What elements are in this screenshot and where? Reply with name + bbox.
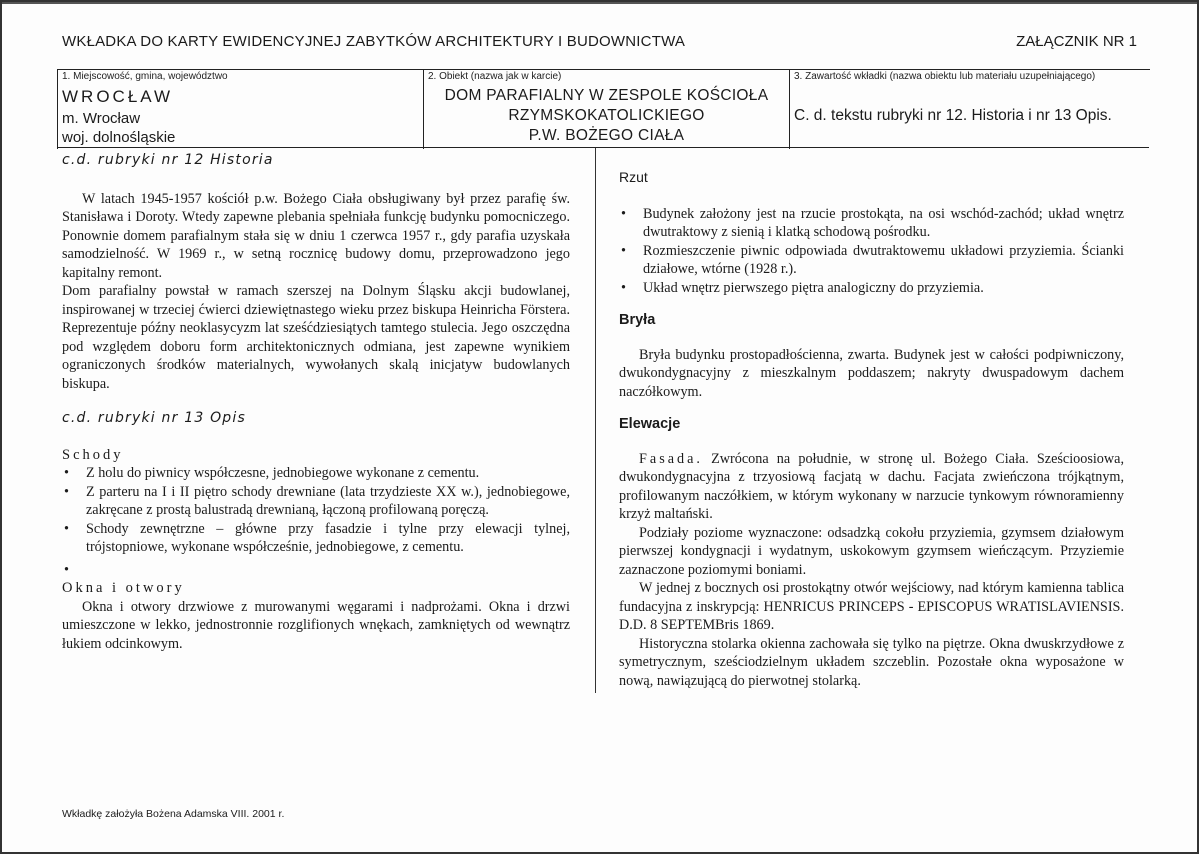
list-item: • Z parteru na I i II piętro schody drewniane (lata trzydzieste XX w.), jednobiegowe, zakręcane z prostą balustradą drewnianą, łączoną profilowaną poręczą. [64,483,570,518]
header-divider [57,147,1149,148]
column-divider [595,148,596,693]
bullet-icon: • [64,483,69,500]
elewacje-paragraph-4: Historyczna stolarka okienna zachowała się tylko na piętrze. Okna dwuskrzydłowe z symetrycznym, sześciodzielnym układem szczeblin. Pozostałe okna wyposażone w nową, nawiązującą do pierwotnej stolarką. [619,635,1124,689]
bryla-title: Bryła [619,312,656,328]
bullet-icon: • [621,242,626,259]
field-location-label: 1. Miejscowość, gmina, województwo [62,71,228,82]
list-item: • Z holu do piwnicy współczesne, jednobiegowe wykonane z cementu. [64,465,480,481]
heading-rubric-12: c.d. rubryki nr 12 Historia [62,152,274,168]
list-item [62,561,570,580]
bullet-icon: • [621,279,626,296]
footer-note: Wkładkę założyła Bożena Adamska VIII. 2001 r. [62,808,285,820]
top-edge-line [2,2,1197,4]
bullet-icon: • [64,561,69,578]
history-paragraph-2: Dom parafialny powstał w ramach szerszej na Dolnym Śląsku akcji budowlanej, inspirowanej w trzeciej ćwierci dziewiętnastego wieku przez biskupa Heinricha Förstera. Reprezentuje późny neoklasycyzm lat sześćdziesiątych tamtego stulecia. Jego oszczędna pod względem doboru form architektonicznych odmiana, jest zapewne wynikiem ograniczonych środków materialnych, wywołanych skalą inicjatyw budowlanych biskupa. [62,283,570,392]
object-name-line-1: DOM PARAFIALNY W ZESPOLE KOŚCIOŁA [444,87,769,104]
fasada-label: Fasada. [639,450,703,467]
field-location [57,69,424,149]
list-item: • Schody zewnętrzne – główne przy fasadzie i tylne przy elewacji tylnej, trójstopniowe, wykonane współcześnie, jednobiegowe, z cementu. [64,520,570,555]
elewacje-title: Elewacje [619,416,681,432]
history-paragraph-1: W latach 1945-1957 kościół p.w. Bożego Ciała obsługiwany był przez parafię św. Stanisława i Doroty. Wtedy zapewne plebania spełniała funkcję budynku pomocniczego. Ponownie domem parafialnym stała się w dniu 1 czerwca 1957 r., gdy parafia uzyskała samodzielność. W 1969 r., w setną rocznicę budowy domu, przeprowadzono jego kapitalny remont. [62,190,570,281]
voivodeship-name: woj. dolnośląskie [62,129,176,146]
object-name-line-3: P.W. BOŻEGO CIAŁA [528,127,685,144]
heading-rubric-13: c.d. rubryki nr 13 Opis [62,410,246,426]
rzut-list [619,205,1124,298]
gmina-name: m. Wrocław [62,110,141,127]
list-item: • Budynek założony jest na rzucie prostokąta, na osi wschód-zachód; układ wnętrz dwutraktowy z sienią i klatką schodową pośrodku. [621,205,1124,240]
annex-number: ZAŁĄCZNIK NR 1 [1016,33,1137,50]
bryla-paragraph: Bryła budynku prostopadłościenna, zwarta. Budynek jest w całości podpiwniczony, dwukondygnacyjny z mieszkalnym poddaszem; nakryty dwuspadowym dachem naczółkowym. [619,346,1124,400]
windows-paragraph: Okna i otwory drzwiowe z murowanymi węgarami i nadprożami. Okna i drzwi umieszczone w lekko, jednostronnie rozglifionych wnękach, zamkniętych od wewnątrz łukiem odcinkowym. [62,598,570,652]
bullet-icon: • [64,520,69,537]
contents-text: C. d. tekstu rubryki nr 12. Historia i nr 13 Opis. [794,107,1112,124]
list-item: • Rozmieszczenie piwnic odpowiada dwutraktowemu układowi przyziemia. Ścianki działowe, wtórne (1928 r.). [621,242,1124,277]
windows-title: Okna i otwory [62,580,185,596]
bullet-icon: • [64,465,69,481]
stairs-title: Schody [62,446,124,463]
object-name-line-2: RZYMSKOKATOLICKIEGO [508,107,705,124]
field-object [423,69,790,149]
fasada-paragraph [619,450,1124,524]
document-title: WKŁADKA DO KARTY EWIDENCYJNEJ ZABYTKÓW ARCHITEKTURY I BUDOWNICTWA [62,33,686,50]
left-column [62,151,570,653]
field-contents-label: 3. Zawartość wkładki (nazwa obiektu lub materiału uzupełniającego) [794,71,1096,82]
list-item: • Układ wnętrz pierwszego piętra analogiczny do przyziemia. [621,279,984,296]
stairs-list [62,464,570,579]
city-name: WROCŁAW [62,87,174,106]
field-object-label: 2. Obiekt (nazwa jak w karcie) [428,71,562,82]
elewacje-paragraph-2: Podziały poziome wyznaczone: odsadzką cokołu przyziemia, gzymsem działowym pierwszej kondygnacji i wydatnym, uskokowym gzymsem wieńczącym. Przyziemie zaznaczone poziomymi boniami. [619,524,1124,578]
bullet-icon: • [621,205,626,222]
elewacje-paragraph-3: W jednej z bocznych osi prostokątny otwór wejściowy, nad którym kamienna tablica fundacyjna z inskrypcją: HENRICUS PRINCEPS - EPISCOPUS WRATISLAVIENSIS. D.D. 8 SEPTEMBris 1869. [619,580,1124,633]
fasada-text: Zwrócona na południe, w stronę ul. Bożego Ciała. Sześcioosiowa, dwukondygnacyjna z trzyosiową facjatą w dachu. Facjata zwieńczona trójkątnym, profilowanym naczółkiem, w którym wykonany w narzucie tynkowym równoramienny krzyż maltański. [619,450,1124,522]
rzut-title: Rzut [619,169,648,185]
field-contents [789,69,1150,149]
right-column [619,168,1124,690]
